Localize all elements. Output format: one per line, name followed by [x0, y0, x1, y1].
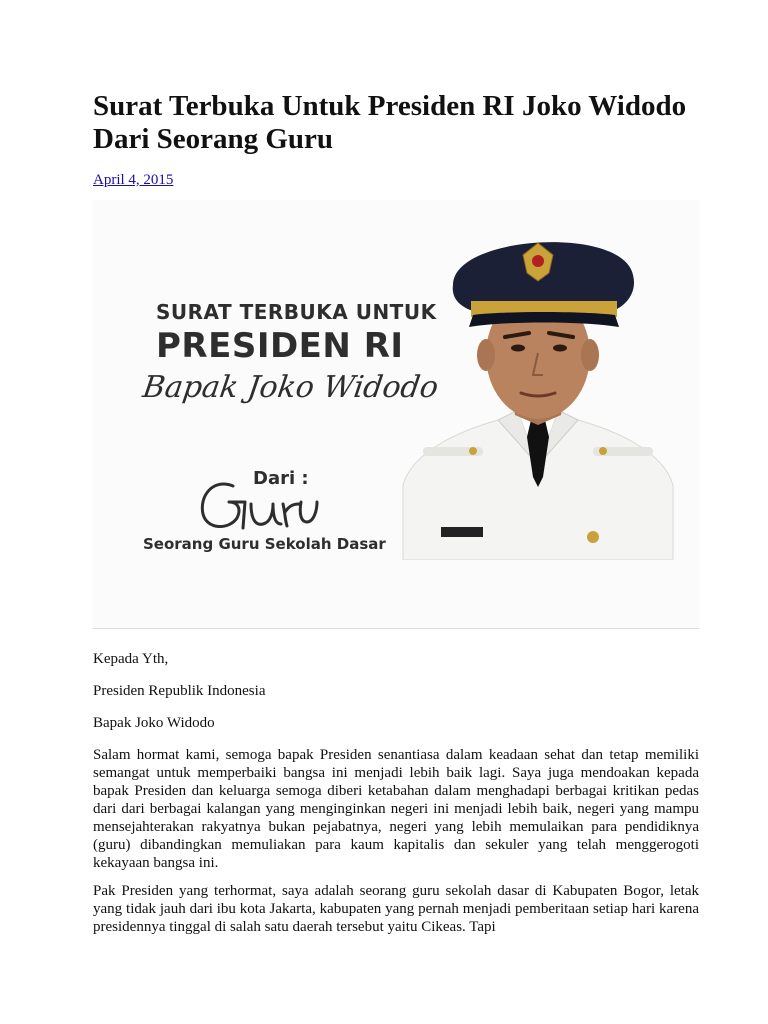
article-banner-image — [93, 200, 699, 628]
paragraph-1: Salam hormat kami, semoga bapak Presiden senantiasa dalam keadaan sehat dan tetap memiliki semangat untuk memperbaiki bangsa ini menjadi lebih baik lagi. Saya juga mendoakan kepada bapak Presiden dan keluarga semoga diberi ketabahan dalam menghadapi berbagai kritikan pedas dari dari berbagai kalangan yang menginginkan negeri ini menjadi lebih baik, negeri yang mampu mensejahterakan rakyatnya bukan pejabatnya, negeri yang lebih memulaikan para pendidiknya (guru) dibandingkan memuliakan para kaum kapitalis dan sekuler yang telah menggerogoti kekayaan bangsa ini. — [93, 747, 699, 871]
banner-title-line1: SURAT TERBUKA UNTUK — [156, 300, 437, 324]
salutation-line1: Kepada Yth, — [93, 651, 169, 667]
banner-sender: Seorang Guru Sekolah Dasar — [143, 535, 386, 553]
article-date-link[interactable]: April 4, 2015 — [93, 172, 174, 188]
paragraph-2: Pak Presiden yang terhormat, saya adalah seorang guru sekolah dasar di Kabupaten Bogor, letak yang tidak jauh dari ibu kota Jakarta, kabupaten yang pernah menjadi pemberitaan setiap hari karena presidennya tinggal di salah satu daerah tersebut yaitu Cikeas. Tapi — [93, 883, 699, 935]
salutation-line2: Presiden Republik Indonesia — [93, 683, 266, 699]
salutation-line3: Bapak Joko Widodo — [93, 715, 215, 731]
banner-from-label: Dari : — [253, 468, 309, 489]
banner-divider — [93, 628, 699, 629]
article-title: Surat Terbuka Untuk Presiden RI Joko Widodo Dari Seorang Guru — [93, 90, 687, 155]
banner-title-line2: PRESIDEN RI — [156, 326, 404, 366]
president-portrait — [393, 215, 683, 560]
guru-signature — [193, 468, 323, 538]
banner-script-name: Bapak Joko Widodo — [140, 370, 441, 405]
